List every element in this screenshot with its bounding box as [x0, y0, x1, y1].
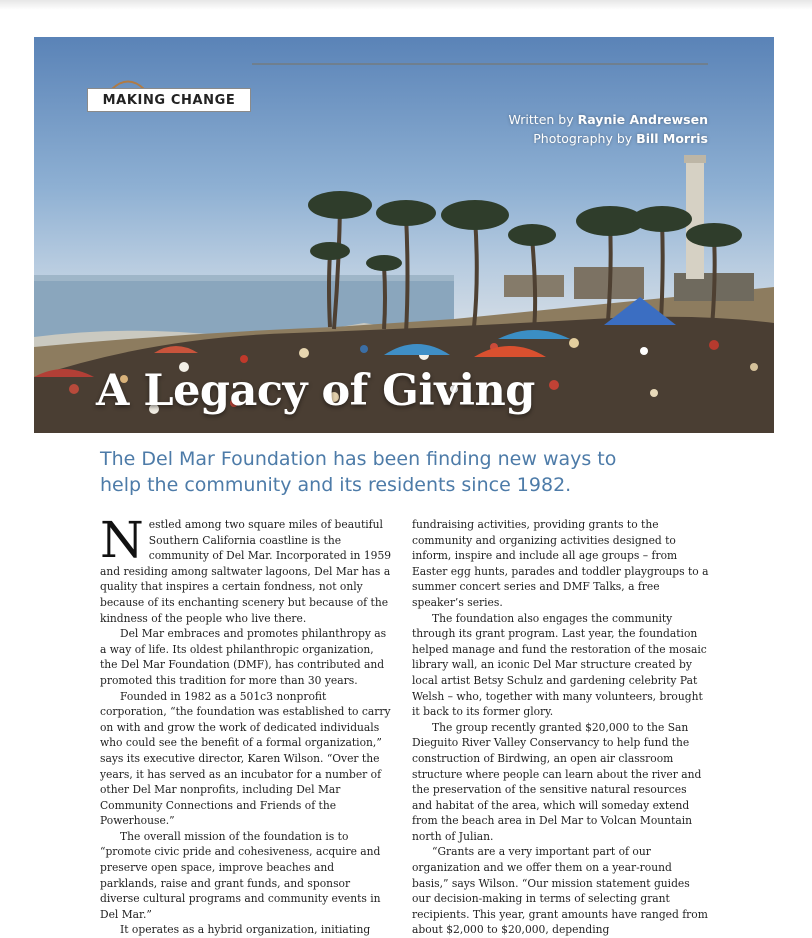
article-column-left	[100, 511, 392, 938]
article-column-right	[412, 517, 710, 938]
palm-crowns	[308, 191, 742, 271]
byline	[509, 110, 709, 148]
paragraph: “Grants are a very important part of our organization and we offer them on a year-round basis,” says Wilson. “Our mission statement guides our decision-making in terms of selecting grant recipients. This year, grant amounts have ranged from about $2,000 to $20,000, depending	[412, 845, 708, 937]
section-rule	[252, 63, 708, 65]
smokestack-top	[684, 155, 706, 163]
writer-line	[509, 110, 709, 129]
section-tag	[87, 88, 251, 112]
paragraph: The overall mission of the foundation is to “promote civic pride and cohesiveness, acquire and preserve open space, improve beaches and parklands, raise and grant funds, and sponsor diverse cultural programs and community events in Del Mar.”	[100, 829, 381, 921]
paragraph: Del Mar embraces and promotes philanthropy as a way of life. Its oldest philanthropic organization, the Del Mar Foundation (DMF), has contributed and promoted this tradition for more than 30 years.	[100, 627, 387, 687]
writer-label: Written by	[508, 112, 574, 127]
writer-name: Raynie Andrewsen	[577, 112, 708, 127]
photographer-label: Photography by	[533, 131, 633, 146]
photographer-line	[509, 129, 709, 148]
paragraph: fundraising activities, providing grants to the community and organizing activities designed to inform, inspire and include all age groups – from Easter egg hunts, parades and toddler playgroups to a summer concert series and DMF Talks, a free speaker’s series.	[412, 518, 709, 609]
paragraph: It operates as a hybrid organization, initiating	[120, 923, 371, 937]
dropcap-letter: N	[100, 511, 144, 569]
article-subhead: The Del Mar Foundation has been finding new ways to help the community and its residents since 1982.	[100, 448, 617, 496]
paragraph: The foundation also engages the community through its grant program. Last year, the foundation helped manage and fund the restoration of the mosaic library wall, an iconic Del Mar structure created by local artist Betsy Schulz and gardening celebrity Pat Welsh – who, together with many volunteers, brought it back to its former glory.	[412, 611, 707, 719]
article-title: A Legacy of Giving	[96, 366, 535, 416]
paragraph: Founded in 1982 as a 501c3 nonprofit corporation, “the foundation was established to carry on with and grow the work of dedicated individuals who could see the benefit of a formal organization,” says its executive director, Karen Wilson. “Over the years, it has served as an incubator for a number of other Del Mar nonprofits, including Del Mar Community Connections and Friends of the Powerhouse.”	[100, 689, 391, 828]
paragraph: The group recently granted $20,000 to the San Dieguito River Valley Conservancy to help fund the construction of Birdwing, an open air classroom structure where people can learn about the river and the preservation of the sensitive natural resources and habitat of the area, which will someday extend from the beach area in Del Mar to Volcan Mountain north of Julian.	[412, 720, 702, 843]
paragraph-text: estled among two square miles of beautiful Southern California coastline is the community of Del Mar. Incorporated in 1959 and residing among saltwater lagoons, Del Mar has a quality that inspires a certain fondness, not only because of its enchanting scenery but because of the kindness of the people who live there.	[100, 518, 392, 625]
section-tag-label: MAKING CHANGE	[102, 92, 236, 108]
photographer-name: Bill Morris	[636, 131, 708, 146]
paragraph	[100, 511, 392, 626]
page-top-shadow	[0, 0, 812, 10]
horizon	[34, 275, 454, 281]
